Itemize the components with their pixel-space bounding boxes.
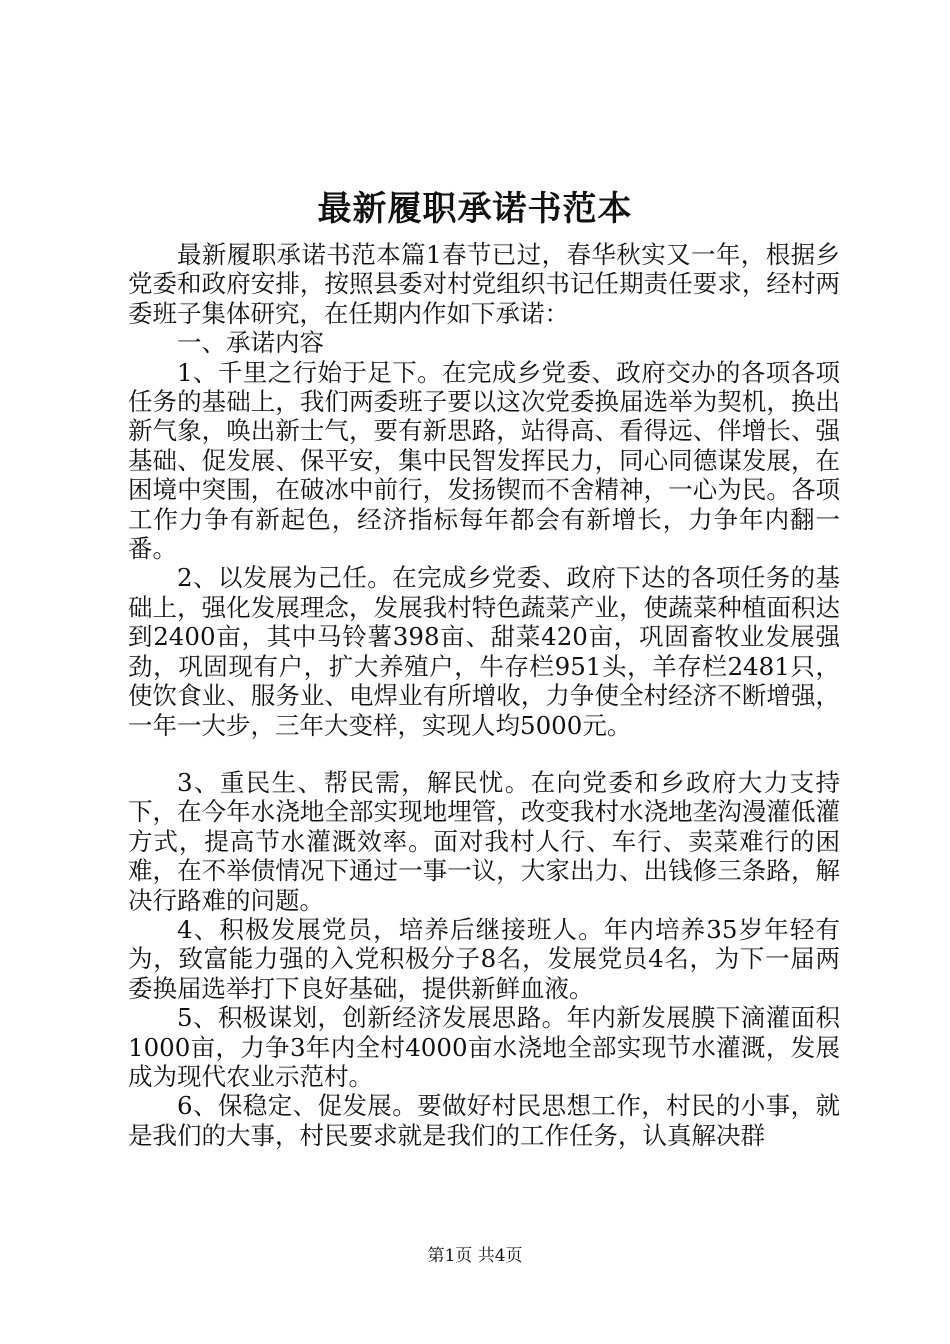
paragraph-item-6: 6、保稳定、促发展。要做好村民思想工作，村民的小事，就是我们的大事，村民要求就是我们的工作任务，认真解决群 (128, 1091, 840, 1150)
document-title: 最新履职承诺书范本 (317, 189, 633, 229)
paragraph-section-heading: 一、承诺内容 (177, 328, 324, 358)
paragraph-item-2: 2、以发展为己任。在完成乡党委、政府下达的各项任务的基础上，强化发展理念，发展我村特色蔬菜产业，使蔬菜种植面积达到2400亩，其中马铃薯398亩、甜菜420亩，巩固畜牧业发展强劲，巩固现有户，扩大养殖户，牛存栏951头，羊存栏2481只，使饮食业、服务业、电焊业有所增收，力争使全村经济不断增强，一年一大步，三年大变样，实现人均5000元。 (128, 563, 840, 740)
document-body (128, 240, 840, 1150)
paragraph-item-5: 5、积极谋划，创新经济发展思路。年内新发展膜下滴灌面积1000亩，力争3年内全村4000亩水浇地全部实现节水灌溉，发展成为现代农业示范村。 (128, 1003, 840, 1091)
paragraph-item-3: 3、重民生、帮民需，解民忧。在向党委和乡政府大力支持下，在今年水浇地全部实现地埋管，改变我村水浇地垄沟漫灌低灌方式，提高节水灌溉效率。面对我村人行、车行、卖菜难行的困难，在不举债情况下通过一事一议，大家出力、出钱修三条路，解决行路难的问题。 (128, 767, 840, 915)
page-number-footer: 第1页 共4页 (427, 1246, 523, 1266)
paragraph-item-1: 1、千里之行始于足下。在完成乡党委、政府交办的各项各项任务的基础上，我们两委班子要以这次党委换届选举为契机，换出新气象，唤出新士气，要有新思路，站得高、看得远、伴增长、强基础、促发展、保平安，集中民智发挥民力，同心同德谋发展，在困境中突围，在破冰中前行，发扬锲而不舍精神，一心为民。各项工作力争有新起色，经济指标每年都会有新增长，力争年内翻一番。 (128, 357, 840, 564)
paragraph-intro: 最新履职承诺书范本篇1春节已过，春华秋实又一年，根据乡党委和政府安排，按照县委对村党组织书记任期责任要求，经村两委班子集体研究，在任期内作如下承诺： (128, 240, 840, 328)
paragraph-item-4: 4、积极发展党员，培养后继接班人。年内培养35岁年轻有为，致富能力强的入党积极分子8名，发展党员4名，为下一届两委换届选举打下良好基础，提供新鲜血液。 (128, 914, 840, 1003)
